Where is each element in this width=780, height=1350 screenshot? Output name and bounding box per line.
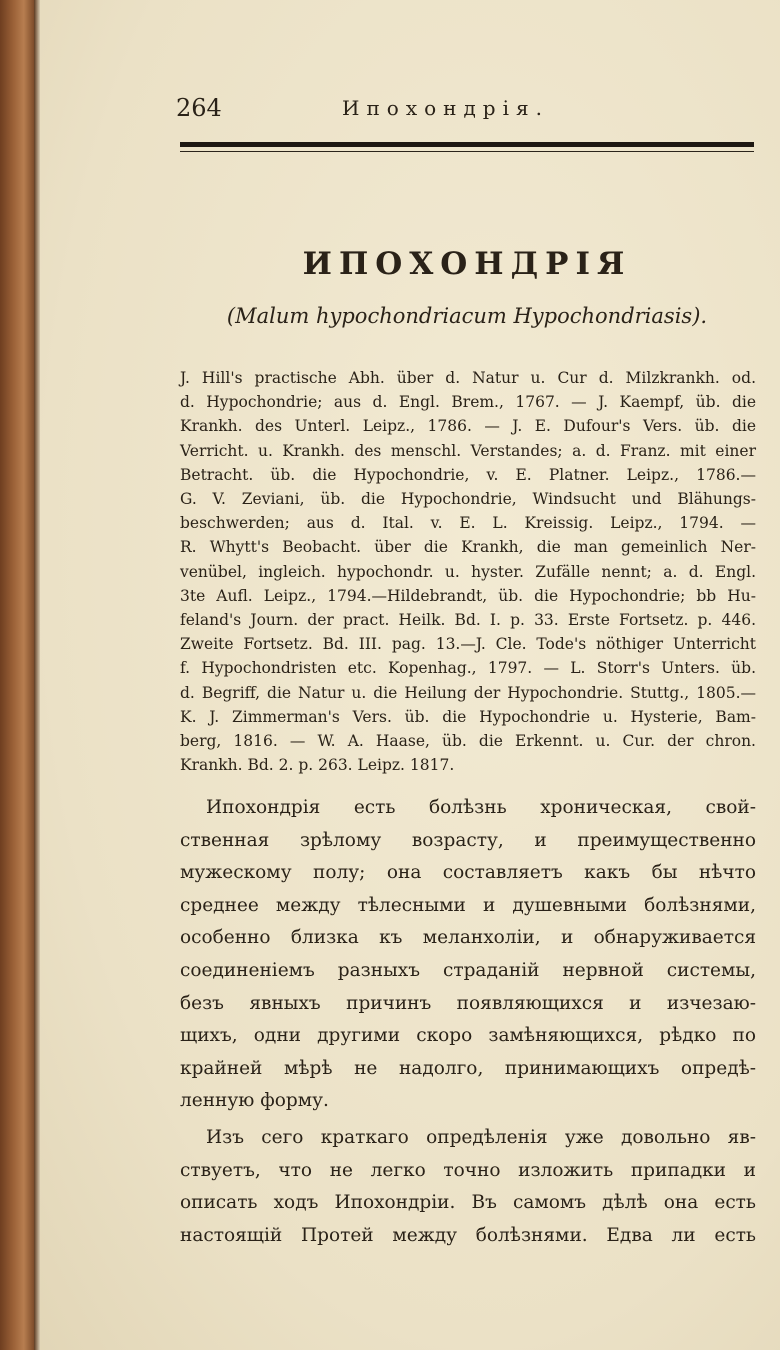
body-line: ственная зрѣлому возрасту, и преимущественно xyxy=(180,829,756,851)
bibliography-line: K. J. Zimmerman's Vers. üb. die Hypochondrie u. Hysterie, Bam- xyxy=(180,707,756,726)
page-number: 264 xyxy=(176,94,222,122)
bibliography-block xyxy=(180,366,756,777)
bibliography-line: Krankh. des Unterl. Leipz., 1786. — J. E. Dufour's Vers. üb. die xyxy=(180,417,756,436)
body-line: крайней мѣрѣ не надолго, принимающихъ опредѣ- xyxy=(180,1057,756,1079)
header-rule-thick xyxy=(180,142,754,147)
latin-subtitle: (Malum hypochondriacum Hypochondriasis). xyxy=(226,304,708,328)
body-line: безъ явныхъ причинъ появляющихся и изчезаю- xyxy=(180,992,756,1014)
bibliography-line: Krankh. Bd. 2. p. 263. Leipz. 1817. xyxy=(180,756,455,775)
bibliography-line: Zweite Fortsetz. Bd. III. pag. 13.—J. Cle. Tode's nöthiger Unterricht xyxy=(180,635,756,654)
bibliography-line: Betracht. üb. die Hypochondrie, v. E. Platner. Leipz., 1786.— xyxy=(180,465,756,484)
page-header xyxy=(176,92,756,128)
bibliography-line: feland's Journ. der pract. Heilk. Bd. I. p. 33. Erste Fortsetz. p. 446. xyxy=(180,611,756,630)
body-line: соединеніемъ разныхъ страданій нервной системы, xyxy=(180,959,756,981)
bibliography-line: f. Hypochondristen etc. Kopenhag., 1797. — L. Storr's Unters. üb. xyxy=(180,659,756,678)
body-line: щихъ, одни другими скоро замѣняющихся, рѣдко по xyxy=(180,1025,756,1047)
body-line: ленную форму. xyxy=(180,1090,329,1112)
body-line: настоящій Протей между болѣзнями. Едва ли есть xyxy=(180,1224,756,1246)
body-line: ствуетъ, что не легко точно изложить припадки и xyxy=(180,1159,756,1181)
running-head: Ипохондрія. xyxy=(342,96,549,120)
bibliography-line: 3te Aufl. Leipz., 1794.—Hildebrandt, üb. die Hypochondrie; bb Hu- xyxy=(180,586,756,605)
bibliography-line: d. Hypochondrie; aus d. Engl. Brem., 1767. — J. Kaempf, üb. die xyxy=(180,393,756,412)
bibliography-line: d. Begriff, die Natur u. die Heilung der Hypochondrie. Stuttg., 1805.— xyxy=(180,683,756,702)
bibliography-line: G. V. Zeviani, üb. die Hypochondrie, Windsucht und Blähungs- xyxy=(180,490,756,509)
bibliography-line: beschwerden; aus d. Ital. v. E. L. Kreissig. Leipz., 1794. — xyxy=(180,514,756,533)
body-line: описать ходъ Ипохондріи. Въ самомъ дѣлѣ она есть xyxy=(180,1192,756,1214)
body-line: мужескому полу; она составляетъ какъ бы нѣчто xyxy=(180,862,756,884)
bibliography-line: R. Whytt's Beobacht. über die Krankh, die man gemeinlich Ner- xyxy=(180,538,756,557)
body-text xyxy=(180,792,756,1252)
bibliography-line: J. Hill's practische Abh. über d. Natur u. Cur d. Milzkrankh. od. xyxy=(180,369,756,387)
body-line: Ипохондрія есть болѣзнь хроническая, свой- xyxy=(206,797,756,818)
header-rule-thin xyxy=(180,151,754,152)
bibliography-line: berg, 1816. — W. A. Haase, üb. die Erkennt. u. Cur. der chron. xyxy=(180,732,756,751)
body-line: особенно близка къ меланхоліи, и обнаруживается xyxy=(180,927,756,949)
body-line: Изъ сего краткаго опредѣленія уже довольно яв- xyxy=(206,1126,756,1148)
bibliography-line: Verricht. u. Krankh. des menschl. Verstandes; a. d. Franz. mit einer xyxy=(180,441,756,460)
chapter-title: ИПОХОНДРІЯ xyxy=(302,246,632,282)
body-line: среднее между тѣлесными и душевными болѣзнями, xyxy=(180,894,756,916)
book-spine xyxy=(0,0,34,1350)
bibliography-line: venübel, ingleich. hypochondr. u. hyster. Zufälle nennt; a. d. Engl. xyxy=(180,562,756,581)
